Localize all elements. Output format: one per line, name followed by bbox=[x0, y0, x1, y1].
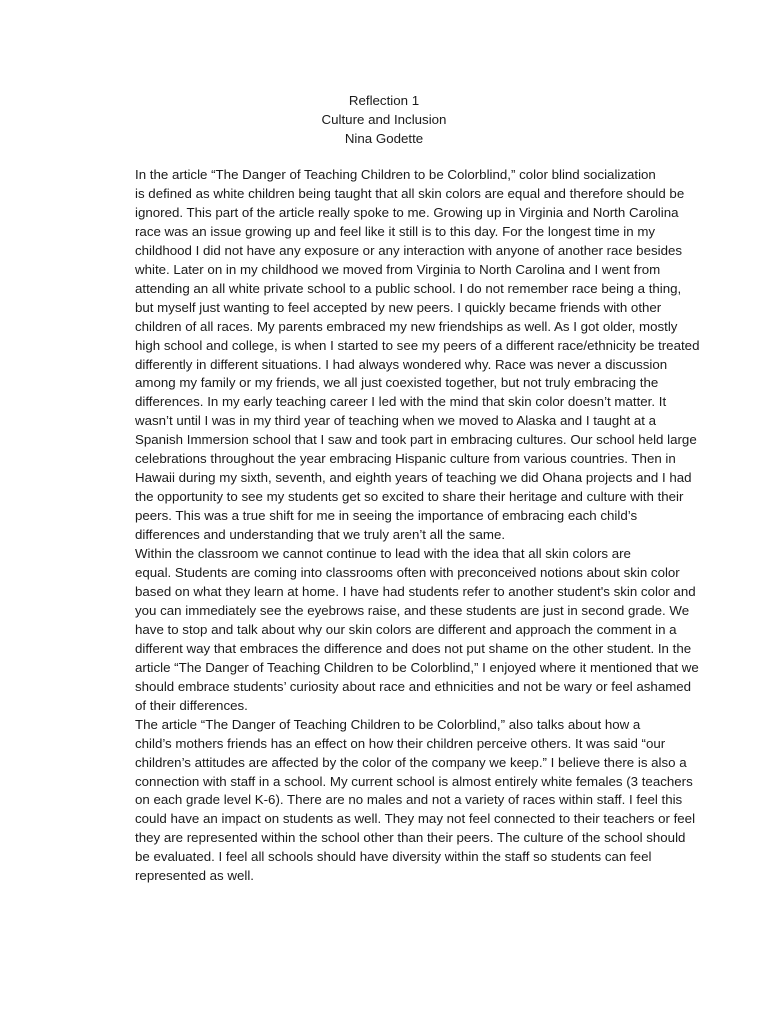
paragraph-line: attending an all white private school to a public school. I do not remember race being a thing, bbox=[135, 280, 682, 296]
paragraph-line: high school and college, is when I started to see my peers of a different race/ethnicity be treated bbox=[135, 337, 700, 353]
paragraph-line: you can immediately see the eyebrows raise, and these students are just in second grade. We bbox=[135, 602, 690, 618]
paragraph-line: wasn’t until I was in my third year of teaching when we moved to Alaska and I taught at a bbox=[135, 413, 657, 429]
paragraph-line: is defined as white children being taught that all skin colors are equal and therefore should be bbox=[135, 185, 685, 201]
paragraph-line: white. Later on in my childhood we moved from Virginia to North Carolina and I went from bbox=[135, 261, 661, 277]
paragraph-line: should embrace students’ curiosity about race and ethnicities and not be wary or feel ashamed bbox=[135, 678, 692, 694]
document-page bbox=[90, 91, 700, 886]
paragraph-line: The article “The Danger of Teaching Children to be Colorblind,” also talks about how a bbox=[135, 716, 641, 732]
document-body bbox=[90, 166, 700, 886]
paragraph-line: connection with staff in a school. My current school is almost entirely white females (3 teachers bbox=[135, 773, 693, 789]
document-author: Nina Godette bbox=[344, 131, 424, 146]
paragraph-line: they are represented within the school other than their peers. The culture of the school should bbox=[135, 830, 686, 846]
paragraph-line: of their differences. bbox=[135, 697, 248, 713]
document-title: Reflection 1 bbox=[348, 93, 420, 108]
paragraph-line: on each grade level K-6). There are no males and not a variety of races within staff. I feel this bbox=[135, 792, 683, 808]
paragraph-line: In the article “The Danger of Teaching Children to be Colorblind,” color blind socialization bbox=[135, 167, 656, 182]
paragraph-line: differences and understanding that we truly aren’t all the same. bbox=[135, 527, 506, 543]
paragraph-line: but myself just wanting to feel accepted by new peers. I quickly became friends with other bbox=[135, 299, 662, 315]
paragraph-line: childhood I did not have any exposure or any interaction with anyone of another race besides bbox=[135, 242, 683, 258]
document-heading bbox=[90, 91, 678, 148]
paragraph-line: children’s attitudes are affected by the color of the company we keep.” I believe there is also a bbox=[135, 754, 687, 770]
paragraph-line: children of all races. My parents embraced my new friendships as well. As I got older, mostly bbox=[135, 318, 678, 334]
paragraph-line: among my family or my friends, we all just coexisted together, but not truly embracing the bbox=[135, 375, 659, 391]
paragraph-line: celebrations throughout the year embracing Hispanic culture from various countries. Then in bbox=[135, 451, 676, 467]
paragraph bbox=[90, 545, 699, 716]
paragraph-line: differently in different situations. I had always wondered why. Race was never a discussion bbox=[135, 356, 668, 372]
document-subtitle: Culture and Inclusion bbox=[321, 112, 447, 127]
paragraph-line: peers. This was a true shift for me in seeing the importance of embracing each child’s bbox=[135, 508, 638, 524]
paragraph-line: differences. In my early teaching career I led with the mind that skin color doesn’t matter. It bbox=[135, 394, 667, 410]
paragraph bbox=[90, 166, 700, 545]
paragraph-line: Spanish Immersion school that I saw and took part in embracing cultures. Our school held large bbox=[135, 432, 697, 448]
paragraph-line: represented as well. bbox=[135, 868, 254, 884]
paragraph-line: child’s mothers friends has an effect on how their children perceive others. It was said “our bbox=[135, 735, 666, 751]
paragraph-line: based on what they learn at home. I have had students refer to another student's skin color and bbox=[135, 583, 696, 599]
paragraph-line: have to stop and talk about why our skin colors are different and approach the comment in a bbox=[135, 621, 677, 637]
paragraph-line: could have an impact on students as well. They may not feel connected to their teachers or feel bbox=[135, 811, 696, 827]
paragraph-line: different way that embraces the difference and does not put shame on the other student. In the bbox=[135, 640, 692, 656]
paragraph bbox=[90, 716, 696, 887]
paragraph-line: equal. Students are coming into classrooms often with preconceived notions about skin color bbox=[135, 565, 680, 581]
paragraph-line: be evaluated. I feel all schools should have diversity within the staff so students can feel bbox=[135, 849, 652, 865]
paragraph-line: Within the classroom we cannot continue to lead with the idea that all skin colors are bbox=[135, 546, 631, 562]
paragraph-line: article “The Danger of Teaching Children to be Colorblind,” I enjoyed where it mentioned that we bbox=[135, 659, 699, 675]
paragraph-line: ignored. This part of the article really spoke to me. Growing up in Virginia and North Carolina bbox=[135, 204, 679, 220]
paragraph-line: race was an issue growing up and feel like it still is to this day. For the longest time in my bbox=[135, 223, 656, 239]
paragraph-line: Hawaii during my sixth, seventh, and eighth years of teaching we did Ohana projects and I had bbox=[135, 470, 692, 486]
paragraph-line: the opportunity to see my students get so excited to share their heritage and culture with their bbox=[135, 489, 684, 505]
